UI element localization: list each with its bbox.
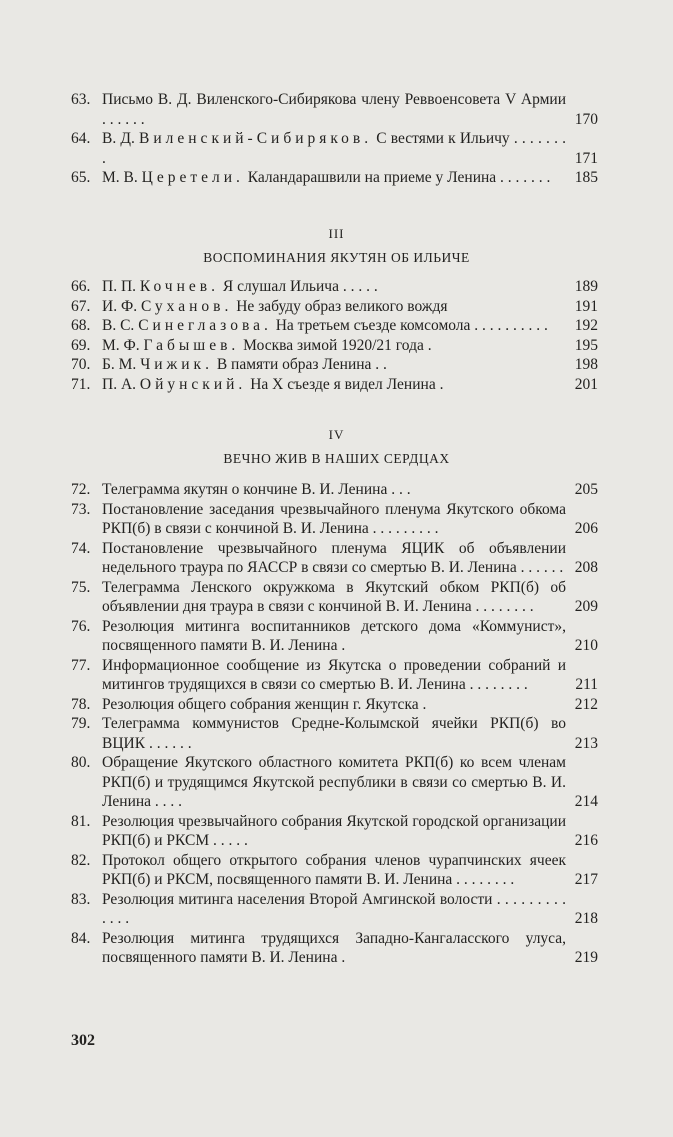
toc-entry-75 — [71, 578, 598, 617]
entry-page: 192 — [574, 317, 598, 334]
entry-title: Постановление чрезвычайного пленума ЯЦИК об объявлении недельного траура по ЯАССР в связи со смертью В. И. Ленина . . . . . . — [102, 539, 566, 576]
toc-entry-71 — [71, 375, 598, 395]
entry-author: Церетели. — [141, 169, 244, 186]
entry-page: 201 — [574, 375, 598, 393]
entry-number: 66. — [71, 278, 91, 295]
section-heading-4 — [0, 427, 673, 467]
entry-title: Резолюция митинга населения Второй Амгинской волости . . . . . . . . . . . . . — [102, 890, 566, 927]
entry-author: Чижик. — [140, 356, 213, 373]
entry-number: 82. — [71, 851, 91, 869]
entry-page: 206 — [574, 520, 598, 537]
toc-entry-65 — [71, 168, 598, 188]
entry-author: Кочнев. — [139, 278, 219, 295]
entry-number: 76. — [71, 617, 91, 635]
toc-group-1 — [71, 90, 598, 188]
entry-title: Резолюция общего собрания женщин г. Якутска . — [102, 695, 427, 713]
entry-title: Москва зимой 1920/21 года . — [243, 336, 432, 354]
entry-title: На X съезде я видел Ленина . — [250, 375, 444, 393]
entry-page: 213 — [574, 734, 598, 752]
toc-entry-79 — [71, 714, 598, 753]
entry-page: 189 — [574, 278, 598, 295]
entry-author-initials: В. С. — [102, 317, 135, 334]
entry-page: 209 — [574, 598, 598, 615]
toc-entry-83 — [71, 890, 598, 929]
entry-title: С вестями к Ильичу . . . . . . . . — [102, 130, 566, 167]
entry-page: 219 — [574, 949, 598, 966]
entry-author-initials: В. Д. — [102, 130, 135, 147]
entry-number: 78. — [71, 695, 91, 713]
entry-page: 210 — [574, 637, 598, 654]
entry-title: Письмо В. Д. Виленского-Сибирякова члену Реввоенсовета V Армии . . . . . . — [102, 91, 566, 128]
entry-title: На третьем съезде комсомола . . . . . . . . . . — [275, 317, 548, 334]
entry-page: 217 — [574, 871, 598, 888]
entry-author-initials: М. В. — [102, 169, 138, 186]
section-number: IV — [328, 427, 345, 442]
entry-title: Телеграмма коммунистов Средне-Колымской ячейки РКП(б) во ВЦИК . . . . . . — [102, 715, 566, 752]
toc-entry-68 — [71, 316, 598, 336]
toc-entry-81 — [71, 812, 598, 851]
toc-entry-63 — [71, 90, 598, 129]
entry-number: 79. — [71, 715, 91, 732]
entry-author: Виленский-Сибиряков. — [139, 130, 373, 147]
entry-number: 83. — [71, 890, 91, 908]
entry-number: 84. — [71, 929, 91, 947]
entry-number: 73. — [71, 500, 91, 518]
entry-page: 198 — [574, 356, 598, 373]
entry-number: 80. — [71, 754, 91, 771]
entry-title: Я слушал Ильича . . . . . — [222, 278, 378, 295]
entry-number: 75. — [71, 578, 91, 596]
toc-entry-67 — [71, 297, 598, 317]
toc-entry-64 — [71, 129, 598, 168]
toc-entry-74 — [71, 539, 598, 578]
entry-number: 71. — [71, 375, 91, 393]
toc-group-2 — [71, 277, 598, 394]
page-number: 302 — [71, 1032, 95, 1049]
entry-author: Синеглазова. — [138, 317, 272, 334]
toc-entry-73 — [71, 500, 598, 539]
entry-title: Резолюция митинга трудящихся Западно-Кангаласского улуса, посвященного памяти В. И. Ленина . — [102, 929, 566, 966]
entry-author: Ойунский. — [139, 375, 247, 393]
entry-page: 212 — [574, 695, 598, 713]
toc-group-3 — [71, 480, 598, 968]
entry-title: Протокол общего открытого собрания членов чурапчинских ячеек РКП(б) и РКСМ, посвященного памяти В. И. Ленина . . . . . . . . — [102, 851, 566, 888]
entry-title: Резолюция чрезвычайного собрания Якутской городской организации РКП(б) и РКСМ . . . . . — [102, 812, 566, 849]
toc-entry-66 — [71, 277, 598, 297]
entry-title: Обращение Якутского областного комитета РКП(б) ко всем членам РКП(б) и трудящимся Якутской республики в связи со смертью В. И. Ленина . . . . — [102, 754, 566, 810]
entry-page: 170 — [574, 110, 598, 128]
entry-author-initials: Б. М. — [102, 356, 137, 373]
entry-title: Телеграмма Ленского окружкома в Якутский обком РКП(б) об объявлении дня траура в связи с кончиной В. И. Ленина . . . . . . . . — [102, 578, 566, 615]
entry-author: Габышев. — [143, 336, 240, 354]
entry-author-initials: И. Ф. — [102, 297, 138, 315]
entry-title: Резолюция митинга воспитанников детского дома «Коммунист», посвященного памяти В. И. Ленина . — [102, 617, 566, 654]
entry-page: 214 — [574, 793, 598, 810]
entry-number: 70. — [71, 356, 91, 373]
section-heading-3 — [0, 226, 673, 266]
entry-title: Постановление заседания чрезвычайного пленума Якутского обкома РКП(б) в связи с кончиной В. И. Ленина . . . . . . . . . — [102, 500, 566, 537]
entry-page: 208 — [574, 559, 598, 576]
entry-number: 64. — [71, 130, 91, 147]
entry-title: В памяти образ Ленина . . — [216, 356, 387, 373]
entry-number: 63. — [71, 91, 91, 108]
toc-entry-76 — [71, 617, 598, 656]
entry-number: 74. — [71, 539, 91, 557]
entry-page: 171 — [574, 149, 598, 167]
toc-entry-72 — [71, 480, 598, 500]
entry-page: 195 — [574, 336, 598, 354]
entry-number: 77. — [71, 656, 91, 674]
entry-title: Каландарашвили на приеме у Ленина . . . . . . . — [247, 169, 551, 186]
entry-title: Телеграмма якутян о кончине В. И. Ленина . . . — [102, 481, 411, 498]
toc-entry-84 — [71, 929, 598, 968]
toc-entry-80 — [71, 753, 598, 812]
entry-number: 68. — [71, 317, 91, 334]
entry-page: 191 — [574, 297, 598, 315]
entry-title: Не забуду образ великого вождя — [236, 297, 448, 315]
entry-page: 205 — [574, 481, 598, 498]
entry-page: 211 — [575, 676, 598, 693]
section-number: III — [328, 226, 345, 241]
entry-number: 65. — [71, 169, 91, 186]
section-title: ВОСПОМИНАНИЯ ЯКУТЯН ОБ ИЛЬИЧЕ — [203, 250, 470, 265]
entry-page: 218 — [574, 910, 598, 927]
toc-entry-78 — [71, 695, 598, 715]
entry-number: 67. — [71, 297, 91, 315]
section-title: ВЕЧНО ЖИВ В НАШИХ СЕРДЦАХ — [223, 451, 450, 466]
entry-author-initials: П. А. — [102, 375, 137, 393]
toc-entry-69 — [71, 336, 598, 356]
entry-title: Информационное сообщение из Якутска о проведении собраний и митингов трудящихся в связи со смертью В. И. Ленина . . . . . . . . — [102, 656, 566, 693]
entry-page: 185 — [574, 169, 598, 186]
toc-entry-70 — [71, 355, 598, 375]
entry-number: 69. — [71, 336, 91, 354]
entry-author-initials: П. П. — [102, 278, 137, 295]
toc-entry-77 — [71, 656, 598, 695]
entry-page: 216 — [574, 832, 598, 849]
toc-entry-82 — [71, 851, 598, 890]
entry-number: 81. — [71, 812, 91, 830]
entry-number: 72. — [71, 481, 91, 498]
entry-author-initials: М. Ф. — [102, 336, 140, 354]
entry-author: Суханов. — [140, 297, 233, 315]
